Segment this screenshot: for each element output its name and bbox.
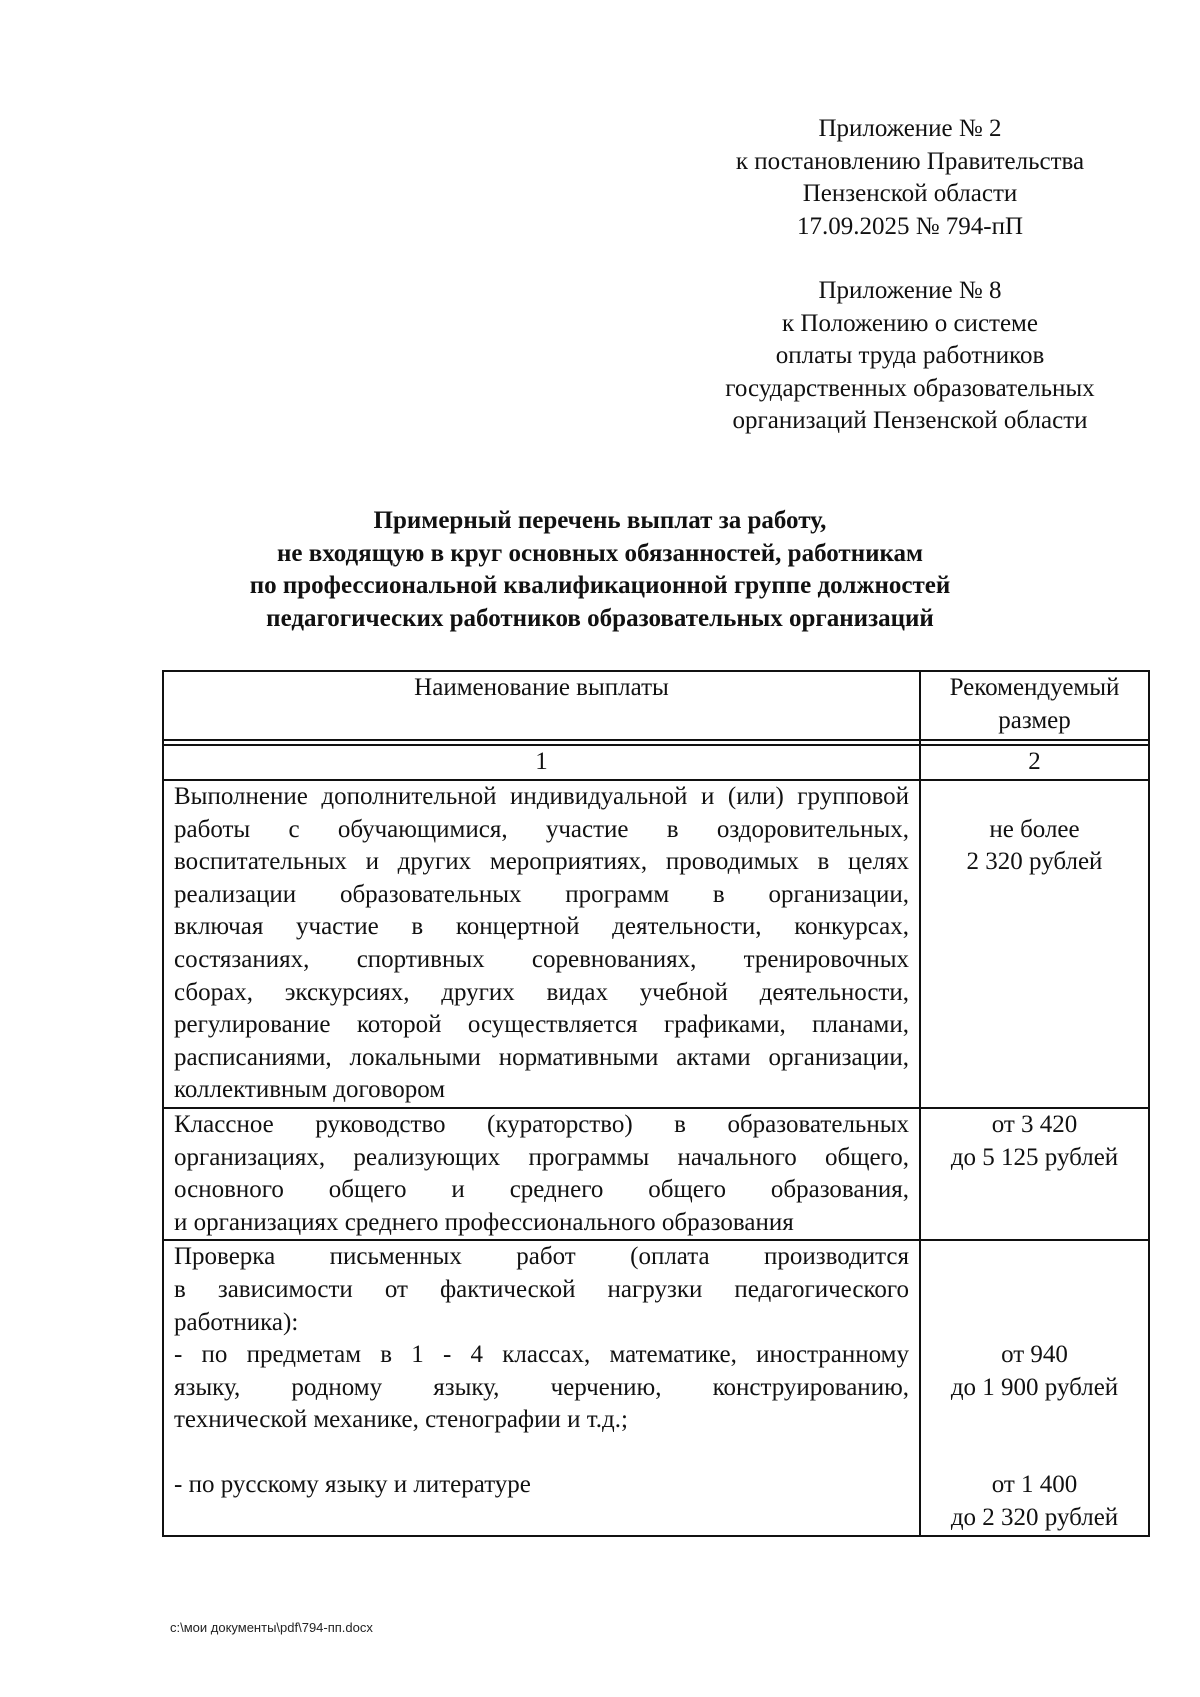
row-2-amount (920, 1108, 1149, 1240)
row-2-description (163, 1108, 920, 1240)
appendix-8-line: к Положению о системе (782, 309, 1038, 337)
title-line: Примерный перечень выплат за работу, (373, 507, 827, 534)
row-3-line: технической механике, стенографии и т.д.; (174, 1406, 628, 1434)
payments-table (162, 670, 1148, 1537)
row-3-line: - по предметам в 1 - 4 классах, математике, иностранному (174, 1341, 909, 1369)
row-3-line: Проверка письменных работ (оплата производится (174, 1243, 909, 1271)
document-title (160, 505, 1040, 635)
table-header-row (163, 671, 1149, 740)
header-amount-line: Рекомендуемый (949, 674, 1120, 701)
header-amount-line: размер (998, 706, 1071, 734)
table-row (163, 1240, 1149, 1535)
row-1-line: работы с обучающимися, участие в оздоровительных, (174, 815, 909, 843)
row-3-amount-b-line: от 1 400 (991, 1471, 1078, 1499)
row-1-line: Выполнение дополнительной индивидуальной и (или) групповой (174, 783, 909, 810)
row-1-line: сборах, экскурсиях, других видах учебной деятельности, (174, 978, 909, 1006)
row-3-line: в зависимости от фактической нагрузки педагогического (174, 1275, 909, 1303)
row-1-line: регулирование которой осуществляется графиками, планами, (174, 1011, 909, 1039)
row-3-description (163, 1240, 920, 1535)
header-cell-name (163, 671, 920, 740)
row-1-line: коллективным договором (174, 1076, 446, 1104)
appendix-2-line: к постановлению Правительства (735, 147, 1085, 175)
row-1-amount-line: 2 320 рублей (966, 848, 1103, 876)
column-number-2: 2 (920, 745, 1149, 780)
title-line: не входящую в круг основных обязанностей, работникам (276, 539, 924, 567)
appendix-2-block (680, 113, 1140, 243)
row-2-amount-line: до 5 125 рублей (950, 1143, 1119, 1171)
row-1-description (163, 780, 920, 1108)
header-cell-amount (920, 671, 1149, 740)
column-number-1: 1 (163, 745, 920, 780)
table-row (163, 780, 1149, 1108)
table-number-row (163, 745, 1149, 780)
row-1-line: включая участие в концертной деятельности, конкурсах, (174, 913, 909, 941)
row-3-amount (920, 1240, 1149, 1535)
file-path-footer: c:\мои документы\pdf\794-пп.docx (170, 1620, 373, 1635)
row-2-line: Классное руководство (кураторство) в образовательных (174, 1110, 909, 1138)
appendix-2-line: Приложение № 2 (818, 115, 1002, 142)
row-1-amount (920, 780, 1149, 1108)
header-name-text: Наименование выплаты (414, 674, 669, 701)
row-3-amount-a-line: до 1 900 рублей (950, 1373, 1119, 1401)
row-1-line: расписаниями, локальными нормативными актами организации, (174, 1043, 909, 1071)
appendix-8-line: организаций Пензенской области (732, 407, 1088, 434)
row-3-line: работника): (174, 1308, 299, 1336)
row-2-line: организациях, реализующих программы начального общего, (174, 1143, 909, 1171)
appendix-8-line: Приложение № 8 (818, 277, 1002, 304)
row-3-blank-line (174, 1437, 909, 1470)
row-2-line: и организациях среднего профессионального образования (174, 1208, 794, 1236)
row-1-amount-line: не более (989, 815, 1080, 843)
row-1-line: состязаниях, спортивных соревнованиях, тренировочных (174, 945, 909, 973)
title-line: педагогических работников образовательных организаций (266, 604, 934, 632)
row-2-line: основного общего и среднего общего образования, (174, 1176, 909, 1204)
appendix-2-line: 17.09.2025 № 794-пП (796, 212, 1024, 240)
row-3-line: - по русскому языку и литературе (174, 1471, 531, 1499)
row-3-line: языку, родному языку, черчению, конструированию, (174, 1373, 909, 1401)
title-line: по профессиональной квалификационной группе должностей (249, 572, 951, 599)
payments-table-grid (162, 670, 1150, 1537)
table-row (163, 1108, 1149, 1240)
appendix-8-line: оплаты труда работников (775, 342, 1045, 369)
row-2-amount-line: от 3 420 (991, 1110, 1078, 1138)
row-1-line: реализации образовательных программ в организации, (174, 880, 909, 908)
appendix-2-line: Пензенской области (802, 180, 1018, 207)
row-3-amount-a-line: от 940 (1001, 1341, 1068, 1369)
row-3-amount-b-line: до 2 320 рублей (950, 1504, 1119, 1532)
appendix-8-block (680, 275, 1140, 438)
appendix-8-line: государственных образовательных (725, 374, 1095, 402)
row-1-line: воспитательных и других мероприятиях, проводимых в целях (174, 848, 909, 876)
